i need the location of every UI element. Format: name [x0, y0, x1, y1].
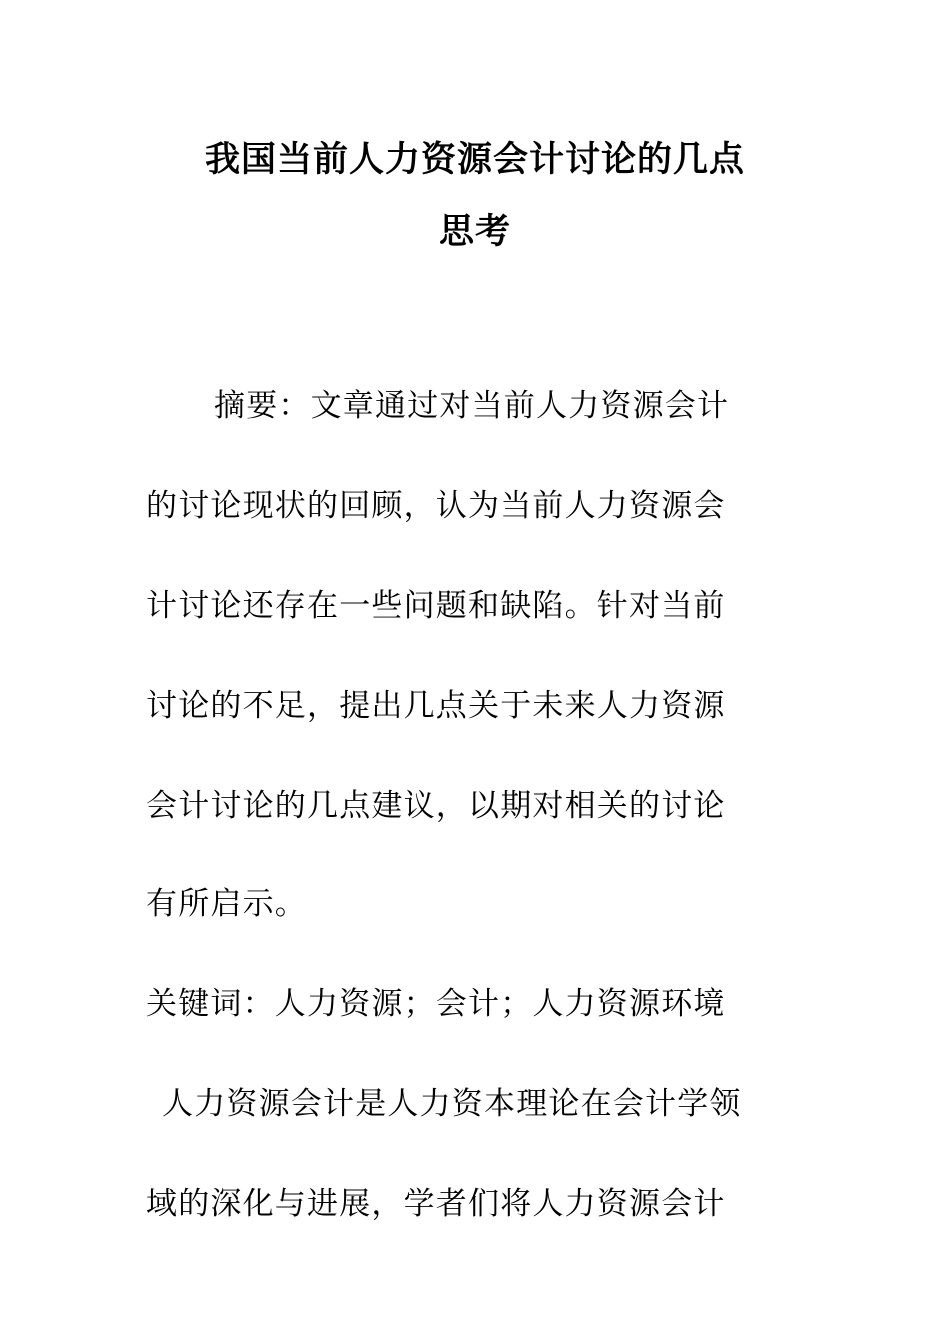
abstract-line-4: 讨论的不足，提出几点关于未来人力资源 [146, 688, 726, 724]
document-title-line-1: 我国当前人力资源会计讨论的几点 [204, 139, 745, 180]
abstract-line-3: 计讨论还存在一些问题和缺陷。针对当前 [146, 588, 726, 624]
abstract-line-1: 摘要：文章通过对当前人力资源会计 [214, 388, 730, 424]
abstract-line-5: 会计讨论的几点建议，以期对相关的讨论 [146, 788, 726, 824]
body-paragraph-line-2: 域的深化与进展，学者们将人力资源会计 [146, 1186, 726, 1222]
keywords-line: 关键词：人力资源；会计；人力资源环境 [146, 986, 726, 1022]
abstract-line-2: 的讨论现状的回顾，认为当前人力资源会 [146, 488, 726, 524]
abstract-line-6: 有所启示。 [146, 886, 307, 922]
body-paragraph-line-1: 人力资源会计是人力资本理论在会计学领 [162, 1086, 742, 1122]
document-title-line-2: 思考 [438, 211, 511, 252]
